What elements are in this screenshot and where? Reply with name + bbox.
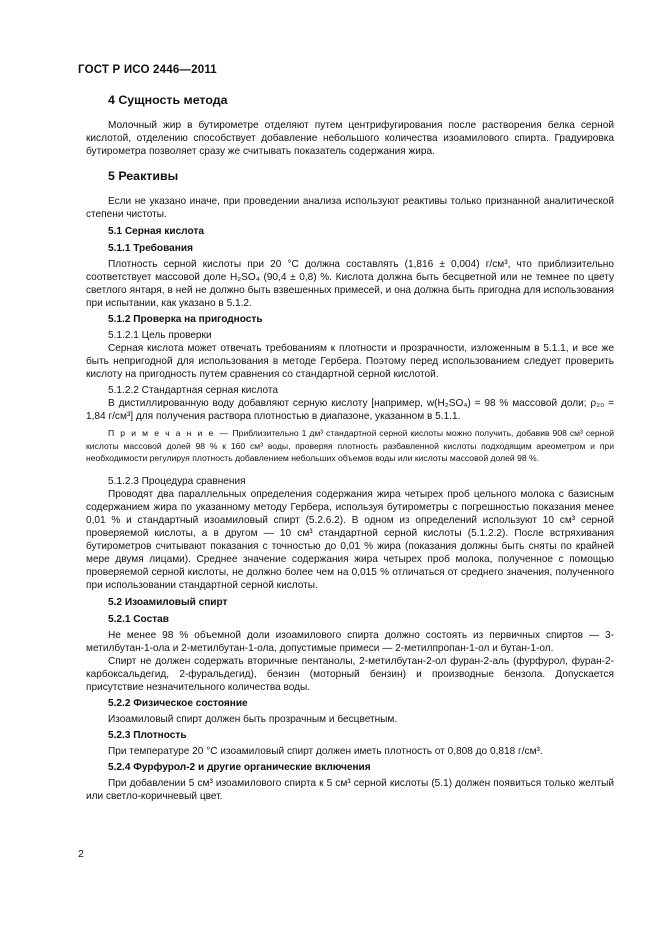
section-5-1-title: 5.1 Серная кислота — [108, 226, 204, 237]
note — [86, 427, 614, 465]
section-5-1-2-2-title: 5.1.2.2 Стандартная серная кислота — [108, 385, 278, 396]
section-5-2-3-title: 5.2.3 Плотность — [108, 729, 187, 741]
note-label: П р и м е ч а н и е — — [108, 428, 230, 438]
section-5-1-2-3-paragraph: Проводят два параллельных определения содержания жира четырех проб цельного молока с базисным содержанием жира по указанному методу Гербера, используя бутирометры с погрешностью показания менее 0,01 % и стандартный изоамиловый спирт (5.2.6.2). В одном из определений используют 10 см³ серной проверяемой кислоты, а в другом — 10 см³ стандартной серной кислоты (5.1.2.2). После встряхивания бутирометров считывают показания с точностью до 0,01 % жира (показания должны быть сняты по крайней мере двумя лицами). Среднее значение содержания жира четырех проб молока, полученное с помощью проверяемой серной кислоты, не должно более чем на 0,015 % отличаться от среднего значения, полученного при использовании стандартной серной кислоты. — [86, 488, 614, 591]
section-5-2-1-paragraph-1: Не менее 98 % объемной доли изоамилового спирта должно состоять из первичных спиртов — 3-метилбутан-1-ола и 2-метилбутан-1-ола, допустимые примеси — 2-метилпропан-1-ол и бутан-1-ол. — [86, 629, 614, 654]
document-body — [86, 92, 614, 803]
page-number: 2 — [78, 848, 84, 860]
section-4-title: 4 Сущность метода — [108, 93, 228, 107]
section-5-title: 5 Реактивы — [108, 169, 179, 183]
section-5-2-1-paragraph-2: Спирт не должен содержать вторичные пентанолы, 2-метилбутан-2-ол фуран-2-аль (фурфурол, фуран-2-карбоксальдегид, 2-фуральдегид), бензин (моторный бензин) и производные бензола. Допускается присутствие незначительного количества воды. — [86, 655, 614, 693]
section-5-1-1-paragraph: Плотность серной кислоты при 20 °С должна составлять (1,816 ± 0,004) г/см³, что приблизительно соответствует массовой доле H₂SO₄ (90,4 ± 0,8) %. Кислота должна быть бесцветной или не темнее по цвету светлого янтаря, в ней не должно быть взвешенных примесей, и она должна быть пригодна для использования при испытании, как указано в 5.1.2. — [86, 259, 614, 309]
section-5-2-2-paragraph: Изоамиловый спирт должен быть прозрачным и бесцветным. — [108, 713, 398, 725]
section-5-intro: Если не указано иначе, при проведении анализа используют реактивы только признанной аналитической степени чистоты. — [86, 196, 614, 220]
section-4-paragraph: Молочный жир в бутирометре отделяют путем центрифугирования после растворения белка серной кислотой, отделению способствует добавление небольшого количества изоамилового спирта. Градуировка бутирометра позволяет сразу же считывать показатель содержания жира. — [86, 120, 614, 157]
document-header: ГОСТ Р ИСО 2446—2011 — [78, 64, 217, 76]
section-5-2-4-paragraph: При добавлении 5 см³ изоамилового спирта к 5 см³ серной кислоты (5.1) должен появиться только желтый или светло-коричневый цвет. — [86, 777, 614, 802]
section-5-1-2-2-paragraph: В дистиллированную воду добавляют серную кислоту [например, w(H₂SO₄) = 98 % массовой доли; ρ₂₀ = 1,84 г/см³] для получения раствора плотностью в диапазоне, указанном в 5.1.1. — [86, 398, 614, 422]
section-5-2-title: 5.2 Изоамиловый спирт — [108, 596, 228, 608]
section-5-1-2-title: 5.1.2 Проверка на пригодность — [108, 314, 263, 325]
section-5-2-3-paragraph: При температуре 20 °С изоамиловый спирт должен иметь плотность от 0,808 до 0,818 г/см³. — [108, 745, 543, 757]
section-5-1-2-3-title: 5.1.2.3 Процедура сравнения — [108, 475, 246, 487]
section-5-1-1-title: 5.1.1 Требования — [108, 243, 193, 254]
note-text: Приблизительно 1 дм³ стандартной серной кислоты можно получить, добавив 908 см³ серной кислоты массовой долей 98 % к 160 см³ воды, проверяя плотность разбавленной кислоты подходящим ареометром и при необходимости регулируя плотность добавлением небольших объемов воды или кислоты массовой долей 98 %. — [86, 428, 614, 463]
section-5-1-2-1-title: 5.1.2.1 Цель проверки — [108, 330, 212, 341]
section-5-2-4-title: 5.2.4 Фурфурол-2 и другие органические включения — [108, 761, 371, 773]
section-5-2-2-title: 5.2.2 Физическое состояние — [108, 697, 248, 709]
section-5-2-1-title: 5.2.1 Состав — [108, 613, 169, 625]
section-5-1-2-1-paragraph: Серная кислота может отвечать требованиям к плотности и прозрачности, изложенным в 5.1.1, и все же быть непригодной для использования в методе Гербера. Поэтому перед использованием следует проверить кислоту на пригодность путем сравнения со стандартной серной кислотой. — [86, 343, 614, 380]
